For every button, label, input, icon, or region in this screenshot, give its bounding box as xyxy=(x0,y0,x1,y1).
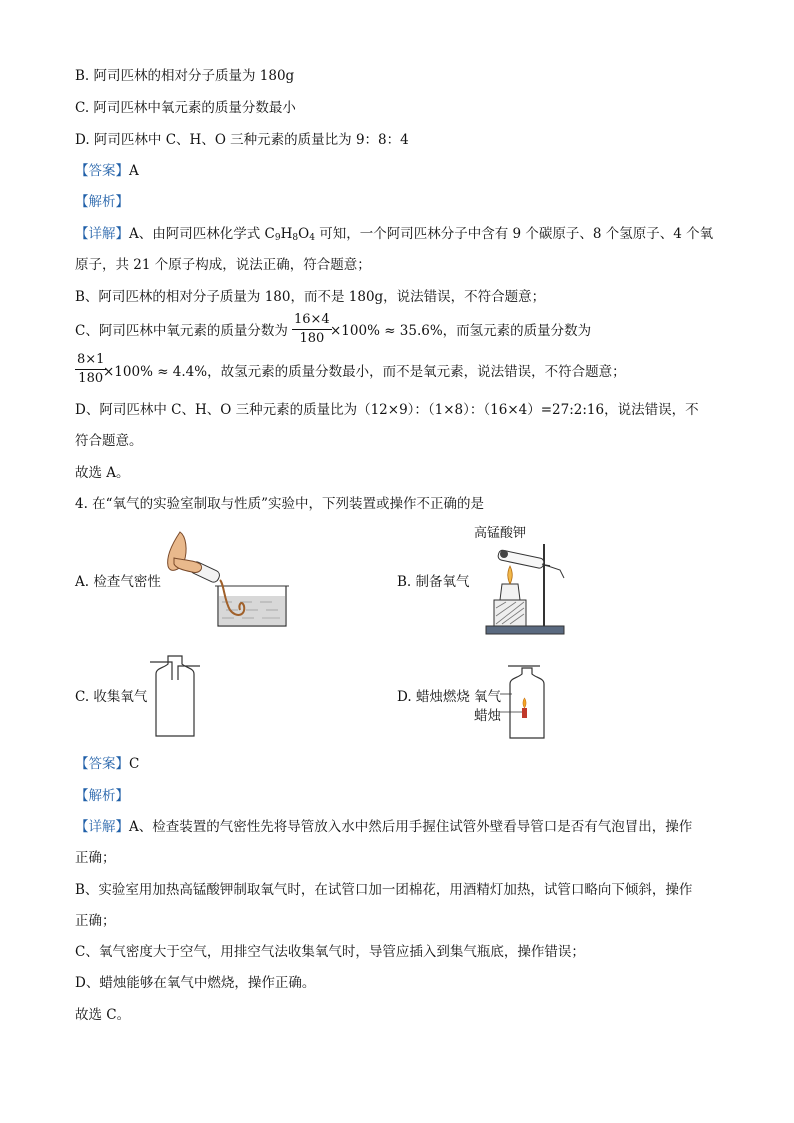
q4-option-d: D. 蜡烛燃烧 xyxy=(397,689,470,705)
detail-1-line-3: B、阿司匹林的相对分子质量为 180，而不是 180g，说法错误，不符合题意； xyxy=(75,289,546,305)
analysis-tag-1: 【解析】 xyxy=(75,194,129,210)
detail-text: 可知，一个阿司匹林分子中含有 9 个碳原子、8 个氢原子、4 个氧 xyxy=(314,226,714,242)
option-d: D. 阿司匹林中 C、H、O 三种元素的质量比为 9：8：4 xyxy=(75,132,409,148)
q4-option-b: B. 制备氧气 xyxy=(397,574,470,590)
detail-1-line-5: ×100% ≈ 4.4%，故氢元素的质量分数最小，而不是氧元素，说法错误，不符合题意； xyxy=(103,364,626,380)
detail-1-line-2: 原子，共 21 个原子构成，说法正确，符合题意； xyxy=(75,257,371,273)
answer-tag: 【答案】 xyxy=(75,163,129,179)
option-b: B. 阿司匹林的相对分子质量为 180g xyxy=(75,68,295,84)
detail-1-line-4b: ×100% ≈ 35.6%，而氢元素的质量分数为 xyxy=(330,323,592,339)
fraction-denominator: 180 xyxy=(78,371,104,386)
label-potassium-permanganate: 高锰酸钾 xyxy=(474,526,527,541)
airtightness-check-illustration xyxy=(160,530,295,630)
detail-1-line-1 xyxy=(75,224,713,248)
detail-text: A、检查装置的气密性先将导管放入水中然后用手握住试管外壁看导管口是否有气泡冒出，操作 xyxy=(129,819,693,835)
fraction-denominator: 180 xyxy=(299,331,325,346)
oxygen-preparation-illustration xyxy=(480,540,570,636)
fraction-hydrogen xyxy=(75,352,106,387)
detail-text: A、由阿司匹林化学式 C xyxy=(129,226,275,242)
detail-1-line-4a: C、阿司匹林中氧元素的质量分数为 xyxy=(75,323,288,339)
choose-2: 故选 C。 xyxy=(75,1007,131,1023)
choose-1: 故选 A。 xyxy=(75,465,130,481)
q4-option-a: A. 检查气密性 xyxy=(75,574,161,590)
detail-2-line-3: B、实验室用加热高锰酸钾制取氧气时，在试管口加一团棉花，用酒精灯加热，试管口略向下倾斜，操作 xyxy=(75,882,693,898)
detail-2-line-5: C、氧气密度大于空气，用排空气法收集氧气时，导管应插入到集气瓶底，操作错误； xyxy=(75,944,585,960)
subscript: 9 xyxy=(274,233,281,243)
detail-2-line-2: 正确； xyxy=(75,850,116,866)
detail-2-line-4: 正确； xyxy=(75,913,116,929)
q4-option-c: C. 收集氧气 xyxy=(75,689,148,705)
option-c: C. 阿司匹林中氧元素的质量分数最小 xyxy=(75,100,296,116)
label-candle: 蜡烛 xyxy=(474,708,501,724)
answer-value: A xyxy=(129,163,139,179)
subscript: 8 xyxy=(292,233,299,243)
fraction-numerator: 8×1 xyxy=(75,352,106,370)
fraction-oxygen xyxy=(292,312,332,347)
formula-o: O xyxy=(298,226,310,242)
detail-2-line-6: D、蜡烛能够在氧气中燃烧，操作正确。 xyxy=(75,975,316,991)
detail-tag: 【详解】 xyxy=(75,819,129,835)
detail-1-line-6: D、阿司匹林中 C、H、O 三种元素的质量比为（12×9）：（1×8）：（16×4）=27:2:16，说法错误，不 xyxy=(75,402,699,418)
candle-in-oxygen-illustration xyxy=(500,660,556,742)
detail-tag: 【详解】 xyxy=(75,226,129,242)
answer-2 xyxy=(75,754,139,774)
question-4: 4. 在“氧气的实验室制取与性质”实验中，下列装置或操作不正确的是 xyxy=(75,496,484,512)
fraction-numerator: 16×4 xyxy=(292,312,332,330)
analysis-tag-2: 【解析】 xyxy=(75,788,129,804)
answer-1 xyxy=(75,161,139,181)
subscript: 4 xyxy=(309,233,315,243)
detail-1-line-7: 符合题意。 xyxy=(75,433,143,449)
label-oxygen: 氧气 xyxy=(474,689,501,705)
detail-2-line-1 xyxy=(75,817,692,837)
formula-h: H xyxy=(280,226,293,242)
answer-tag: 【答案】 xyxy=(75,756,129,772)
answer-value: C xyxy=(129,756,140,772)
gas-collection-bottle-illustration xyxy=(146,650,206,740)
